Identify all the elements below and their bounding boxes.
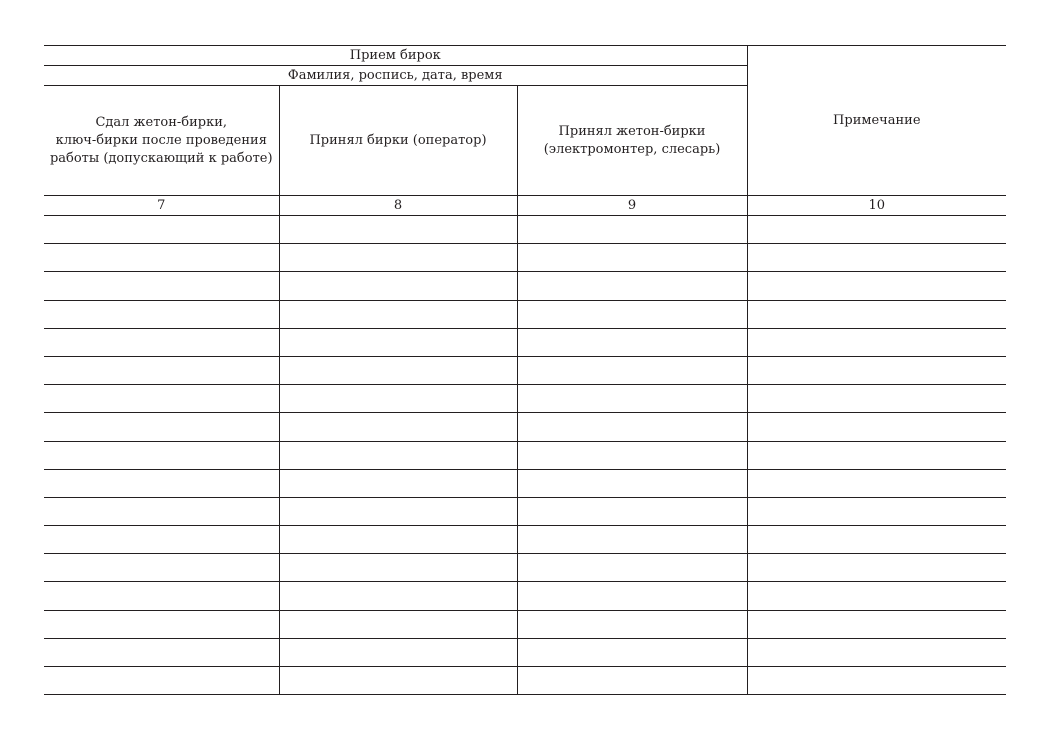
entry-cell-electrician xyxy=(517,328,747,356)
entry-cell-operator xyxy=(279,526,517,554)
entry-cell-handed-over xyxy=(44,638,279,666)
entry-cell-operator xyxy=(279,328,517,356)
entry-cell-note xyxy=(747,469,1006,497)
entry-cell-note xyxy=(747,526,1006,554)
entry-cell-operator xyxy=(279,244,517,272)
entry-cell-note xyxy=(747,272,1006,300)
entry-cell-note xyxy=(747,385,1006,413)
entry-cell-operator xyxy=(279,441,517,469)
entry-cell-electrician xyxy=(517,610,747,638)
entry-cell-note xyxy=(747,244,1006,272)
entry-cell-operator xyxy=(279,300,517,328)
entry-cell-handed-over xyxy=(44,526,279,554)
entry-cell-handed-over xyxy=(44,328,279,356)
table-row xyxy=(44,554,1006,582)
column-header-handed-over: Сдал жетон-бирки, ключ-бирки после проведения работы (допускающий к работе) xyxy=(44,86,279,196)
entry-cell-electrician xyxy=(517,413,747,441)
entry-cell-operator xyxy=(279,582,517,610)
entry-cell-handed-over xyxy=(44,244,279,272)
entry-cell-operator xyxy=(279,554,517,582)
entry-cell-electrician xyxy=(517,385,747,413)
entry-cell-note xyxy=(747,582,1006,610)
tag-receipt-log-table xyxy=(44,45,1006,695)
entry-cell-note xyxy=(747,638,1006,666)
entry-cell-electrician xyxy=(517,497,747,525)
column-number-9: 9 xyxy=(517,196,747,216)
column-number-7: 7 xyxy=(44,196,279,216)
entry-cell-note xyxy=(747,667,1006,695)
entry-cell-note xyxy=(747,300,1006,328)
entry-cell-operator xyxy=(279,356,517,384)
entry-cell-handed-over xyxy=(44,356,279,384)
entry-cell-operator xyxy=(279,667,517,695)
entry-cell-electrician xyxy=(517,244,747,272)
entry-cell-operator xyxy=(279,610,517,638)
table-row xyxy=(44,328,1006,356)
entry-cell-electrician xyxy=(517,667,747,695)
entry-cell-electrician xyxy=(517,356,747,384)
entry-cell-electrician xyxy=(517,441,747,469)
entry-cell-handed-over xyxy=(44,554,279,582)
table-row xyxy=(44,272,1006,300)
column-number-10: 10 xyxy=(747,196,1006,216)
entry-cell-note xyxy=(747,413,1006,441)
entry-cell-operator xyxy=(279,638,517,666)
table-row xyxy=(44,244,1006,272)
table-row xyxy=(44,526,1006,554)
entry-cell-electrician xyxy=(517,216,747,244)
entry-cell-operator xyxy=(279,272,517,300)
table-row xyxy=(44,356,1006,384)
table-row xyxy=(44,441,1006,469)
table-row xyxy=(44,216,1006,244)
table-row xyxy=(44,413,1006,441)
entry-cell-operator xyxy=(279,413,517,441)
entry-cell-electrician xyxy=(517,469,747,497)
entry-cell-handed-over xyxy=(44,413,279,441)
column-number-row xyxy=(44,196,1006,216)
entry-cell-handed-over xyxy=(44,667,279,695)
entry-cell-handed-over xyxy=(44,497,279,525)
group-subtitle: Фамилия, роспись, дата, время xyxy=(44,66,747,86)
table-row xyxy=(44,582,1006,610)
entry-cell-handed-over xyxy=(44,582,279,610)
table-row xyxy=(44,610,1006,638)
entry-cell-electrician xyxy=(517,526,747,554)
table-row xyxy=(44,385,1006,413)
column-header-operator: Принял бирки (оператор) xyxy=(279,86,517,196)
entry-cell-operator xyxy=(279,216,517,244)
entry-cell-note xyxy=(747,610,1006,638)
entry-cell-operator xyxy=(279,385,517,413)
entry-cell-note xyxy=(747,356,1006,384)
entry-cell-note xyxy=(747,497,1006,525)
entry-cell-operator xyxy=(279,469,517,497)
table-row xyxy=(44,469,1006,497)
entry-cell-operator xyxy=(279,497,517,525)
entry-cell-handed-over xyxy=(44,610,279,638)
entry-cell-note xyxy=(747,554,1006,582)
column-header-electrician: Принял жетон-бирки (электромонтер, слесарь) xyxy=(517,86,747,196)
column-header-note: Примечание xyxy=(747,46,1006,196)
entry-cell-handed-over xyxy=(44,441,279,469)
table-row xyxy=(44,667,1006,695)
entry-cell-handed-over xyxy=(44,300,279,328)
entry-cell-note xyxy=(747,328,1006,356)
entry-cell-handed-over xyxy=(44,272,279,300)
entry-cell-handed-over xyxy=(44,385,279,413)
entry-cell-handed-over xyxy=(44,469,279,497)
entry-cell-electrician xyxy=(517,638,747,666)
entry-cell-handed-over xyxy=(44,216,279,244)
entry-cell-note xyxy=(747,216,1006,244)
entry-cell-electrician xyxy=(517,300,747,328)
entry-cell-electrician xyxy=(517,582,747,610)
entry-cell-electrician xyxy=(517,272,747,300)
group-title-row xyxy=(44,46,1006,66)
table-row xyxy=(44,300,1006,328)
table-row xyxy=(44,497,1006,525)
column-number-8: 8 xyxy=(279,196,517,216)
table-row xyxy=(44,638,1006,666)
entry-cell-note xyxy=(747,441,1006,469)
group-title: Прием бирок xyxy=(44,46,747,66)
entry-cell-electrician xyxy=(517,554,747,582)
